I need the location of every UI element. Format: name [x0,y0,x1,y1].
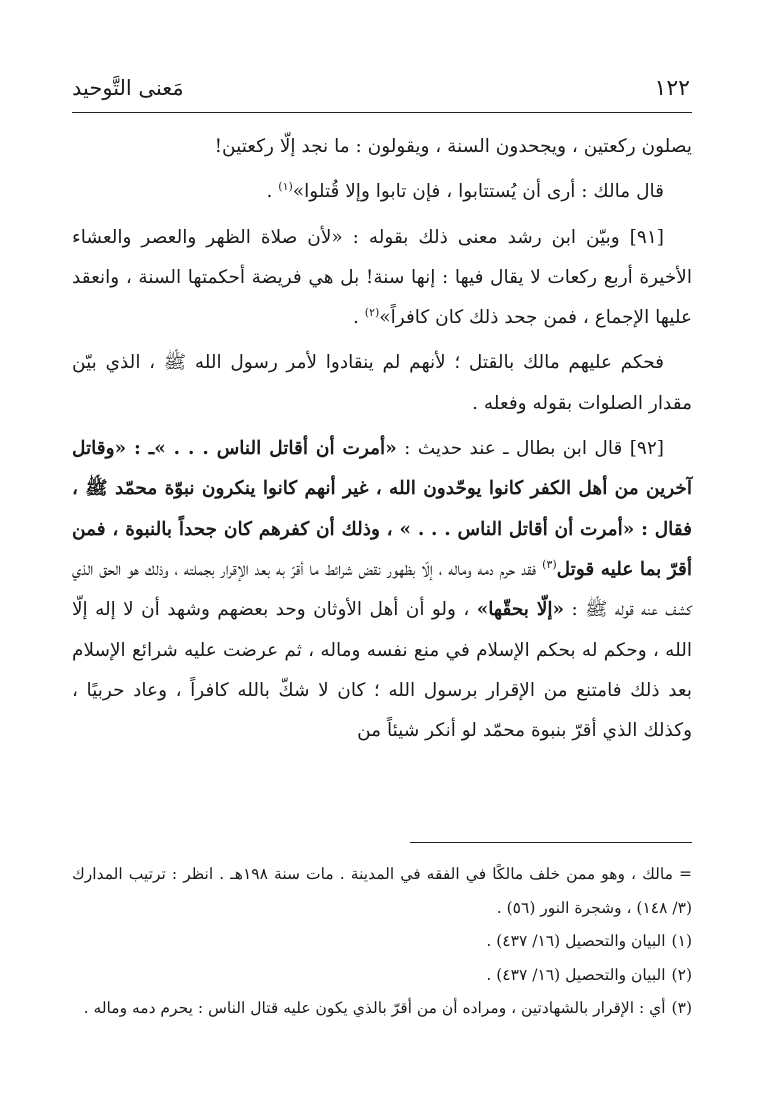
paragraph-2-text: قال مالك : أرى أن يُستتابوا ، فإن تابوا وإلا قُتلوا» [292,181,664,203]
book-title: مَعنى التَّوحيد [72,76,184,100]
paragraph-5-end: ، ولو أن أهل الأوثان وحد بعضهم وشهد أن لا إله إلّا الله ، وحكم له بحكم الإسلام في منع نفسه وماله ، ثم عرضت عليه شرائع الإسلام بعد ذلك فامتنع من الإقرار برسول الله ؛ كان لا شكّ بالله كافراً ، وعاد حربيًا ، وكذلك الذي أقرّ بنبوة محمّد لو أنكر شيئاً من [72,599,692,742]
paragraph-3 [72,218,692,339]
footnote-continuation-text: = مالك ، وهو ممن خلف مالكًا في الفقه في المدينة . مات سنة ١٩٨هـ . انظر : ترتيب المدارك (٣/ ١٤٨) ، وشجرة النور (٥٦) . [72,865,692,917]
footnote-ref-1: (١) [278,180,293,194]
footnote-3 [72,992,692,1026]
paragraph-5-middle: فقد حرم دمه وماله ، إلّا بظهور نقض شرائط ما أقرّ به بعد الإقرار بجملته ، وذلك هو الحق الذي كشف عنه قوله ﷺ : [72,558,692,621]
paragraph-5 [72,429,692,751]
footnote-1-number: (١) [671,932,692,950]
paragraph-4-text: فحكم عليهم مالك بالقتل ؛ لأنهم لم ينقادوا لأمر رسول الله ﷺ ، الذي بيّن مقدار الصلوات بقوله وفعله . [72,352,692,414]
paragraph-5-hadith: «إلّا بحقّها» [476,599,565,621]
footnote-2-text: البيان والتحصيل (١٦/ ٤٣٧) . [486,965,666,984]
footnote-3-number: (٣) [671,999,692,1017]
footnotes [72,858,692,1026]
paragraph-3-text: [٩١] وبيّن ابن رشد معنى ذلك بقوله : «لأن صلاة الظهر والعصر والعشاء الأخيرة أربع ركعات لا يقال فيها : إنها سنة! بل هي فريضة أحكمتها السنة ، وانعقد عليها الإجماع ، فمن جحد ذلك كان كافراً» [72,226,692,329]
footnote-continuation [72,858,692,925]
paragraph-5-intro: [٩٢] قال ابن بطال ـ عند حديث : [396,438,664,460]
footnote-3-text: أي : الإقرار بالشهادتين ، ومراده أن من أقرّ بالذي يكون عليه قتال الناس : يحرم دمه وماله . [83,999,666,1017]
paragraph-1-text: يصلون ركعتين ، ويجحدون السنة ، ويقولون : ما نجد إلّا ركعتين! [214,136,692,157]
footnote-ref-2: (٢) [364,306,380,320]
header-divider [72,112,692,113]
footnote-divider [410,842,692,843]
running-head [72,76,690,106]
main-text [72,127,692,756]
footnote-1-text: البيان والتحصيل (١٦/ ٤٣٧) . [486,932,666,950]
paragraph-1 [72,127,692,167]
paragraph-2-end: . [266,181,279,203]
footnote-2 [72,959,692,993]
footnote-ref-3: (٣) [542,557,557,571]
paragraph-3-end: . [353,307,365,329]
footnote-2-number: (٢) [671,965,692,984]
footnote-1 [72,925,692,959]
paragraph-5-quote: «أمرت أن أقاتل الناس . . . »ـ : «وقاتل آخرين من أهل الكفر كانوا يوحّدون الله ، غير أنهم كانوا ينكرون نبوّة محمّد ﷺ ، فقال : «أمرت أن أقاتل الناس . . . » ، وذلك أن كفرهم كان جحداً بالنبوة ، فمن أقرّ بما عليه قوتل [72,438,692,580]
page-number: ١٢٢ [654,76,690,101]
paragraph-2 [72,172,692,212]
paragraph-4 [72,343,692,424]
